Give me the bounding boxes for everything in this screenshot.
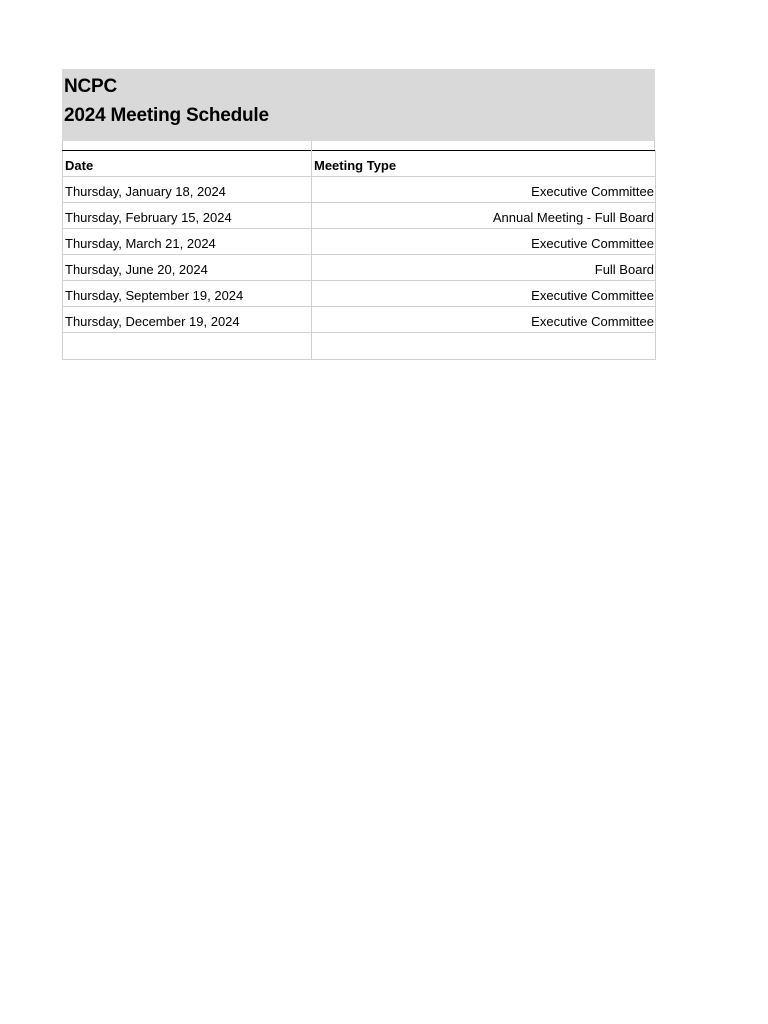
- meeting-date: Thursday, September 19, 2024: [63, 281, 312, 307]
- table-row: [63, 255, 656, 281]
- empty-row: [63, 333, 656, 360]
- meeting-type: Annual Meeting - Full Board: [312, 203, 656, 229]
- meeting-type: Executive Committee: [312, 307, 656, 333]
- column-header-meeting-type: Meeting Type: [312, 151, 656, 177]
- meeting-date: Thursday, March 21, 2024: [63, 229, 312, 255]
- table-row: [63, 281, 656, 307]
- column-header-date: Date: [63, 151, 312, 177]
- meeting-type: Executive Committee: [312, 177, 656, 203]
- document-title: 2024 Meeting Schedule: [64, 105, 269, 126]
- meeting-date: Thursday, January 18, 2024: [63, 177, 312, 203]
- spacer-row: [62, 141, 655, 150]
- meeting-type: Executive Committee: [312, 281, 656, 307]
- table-row: [63, 229, 656, 255]
- table-row: [63, 203, 656, 229]
- empty-cell: [63, 333, 312, 360]
- schedule-sheet: [62, 69, 655, 360]
- meeting-type: Full Board: [312, 255, 656, 281]
- org-name: NCPC: [64, 76, 118, 97]
- title-block: [62, 69, 655, 141]
- meeting-date: Thursday, December 19, 2024: [63, 307, 312, 333]
- meeting-date: Thursday, June 20, 2024: [63, 255, 312, 281]
- column-divider: [311, 141, 312, 150]
- table-row: [63, 177, 656, 203]
- meeting-table: [62, 150, 656, 360]
- meeting-type: Executive Committee: [312, 229, 656, 255]
- table-row: [63, 307, 656, 333]
- meeting-date: Thursday, February 15, 2024: [63, 203, 312, 229]
- empty-cell: [312, 333, 656, 360]
- table-header-row: [63, 151, 656, 177]
